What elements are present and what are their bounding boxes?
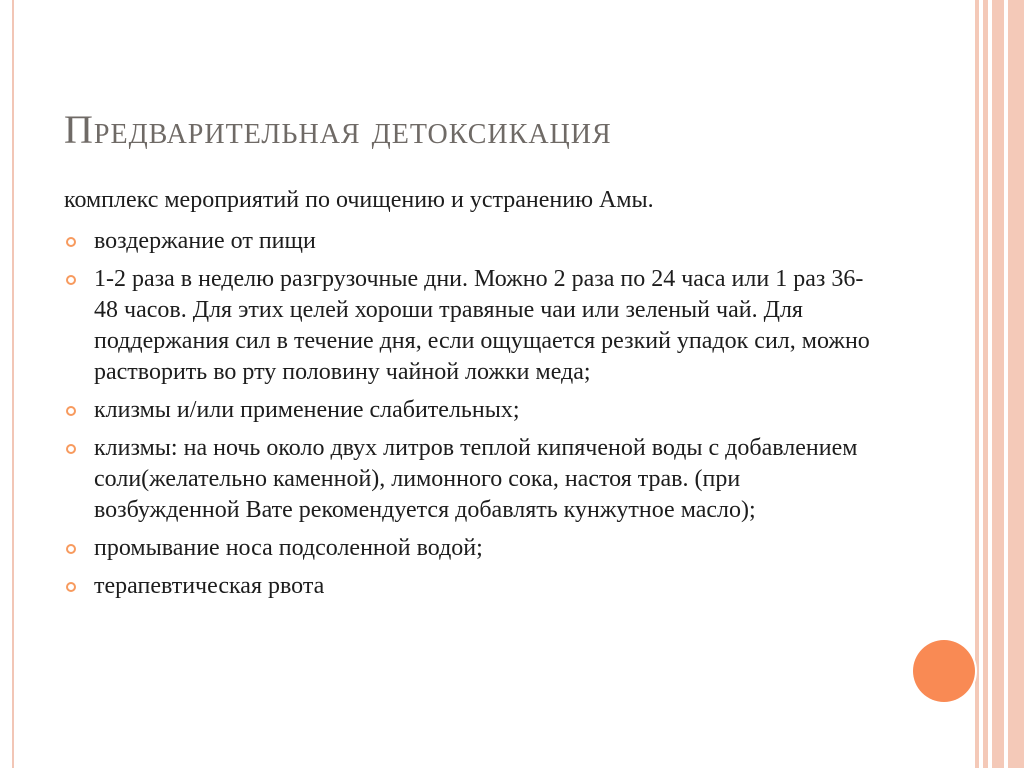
bullet-list — [64, 226, 884, 602]
list-item-text: клизмы и/или применение слабительных; — [94, 397, 520, 423]
left-frame-line — [12, 0, 14, 768]
list-item — [64, 264, 884, 388]
list-item — [64, 433, 884, 526]
list-item-text: промывание носа подсоленной водой; — [94, 535, 483, 561]
orange-circle-decoration — [913, 640, 975, 702]
bullet-ring-icon — [66, 544, 76, 554]
list-item-text: клизмы: на ночь около двух литров теплой кипяченой воды с добавлением соли(желательно каменной), лимонного сока, настоя трав. (при возбужденной Вате рекомендуется добавлять кунжутное масло); — [94, 435, 858, 523]
list-item-text: терапевтическая рвота — [94, 573, 325, 599]
bullet-ring-icon — [66, 237, 76, 247]
list-item — [64, 395, 884, 426]
bullet-ring-icon — [66, 444, 76, 454]
list-item-text: 1-2 раза в неделю разгрузочные дни. Можно 2 раза по 24 часа или 1 раз 36-48 часов. Для этих целей хороши травяные чаи или зеленый чай. Для поддержания сил в течение дня, если ощущается резкий упадок сил, можно растворить во рту половину чайной ложки меда; — [94, 266, 870, 385]
decorative-stripe — [992, 0, 1004, 768]
slide-content — [64, 185, 884, 609]
bullet-ring-icon — [66, 406, 76, 416]
list-item — [64, 533, 884, 564]
decorative-stripe — [983, 0, 988, 768]
decorative-stripe — [975, 0, 979, 768]
bullet-ring-icon — [66, 582, 76, 592]
list-item — [64, 571, 884, 602]
bullet-ring-icon — [66, 275, 76, 285]
intro-text: комплекс мероприятий по очищению и устранению Амы. — [64, 187, 654, 213]
slide-title: Предварительная детоксикация — [64, 107, 612, 152]
decorative-stripe — [1008, 0, 1024, 768]
list-item — [64, 226, 884, 257]
list-item-text: воздержание от пищи — [94, 228, 316, 254]
